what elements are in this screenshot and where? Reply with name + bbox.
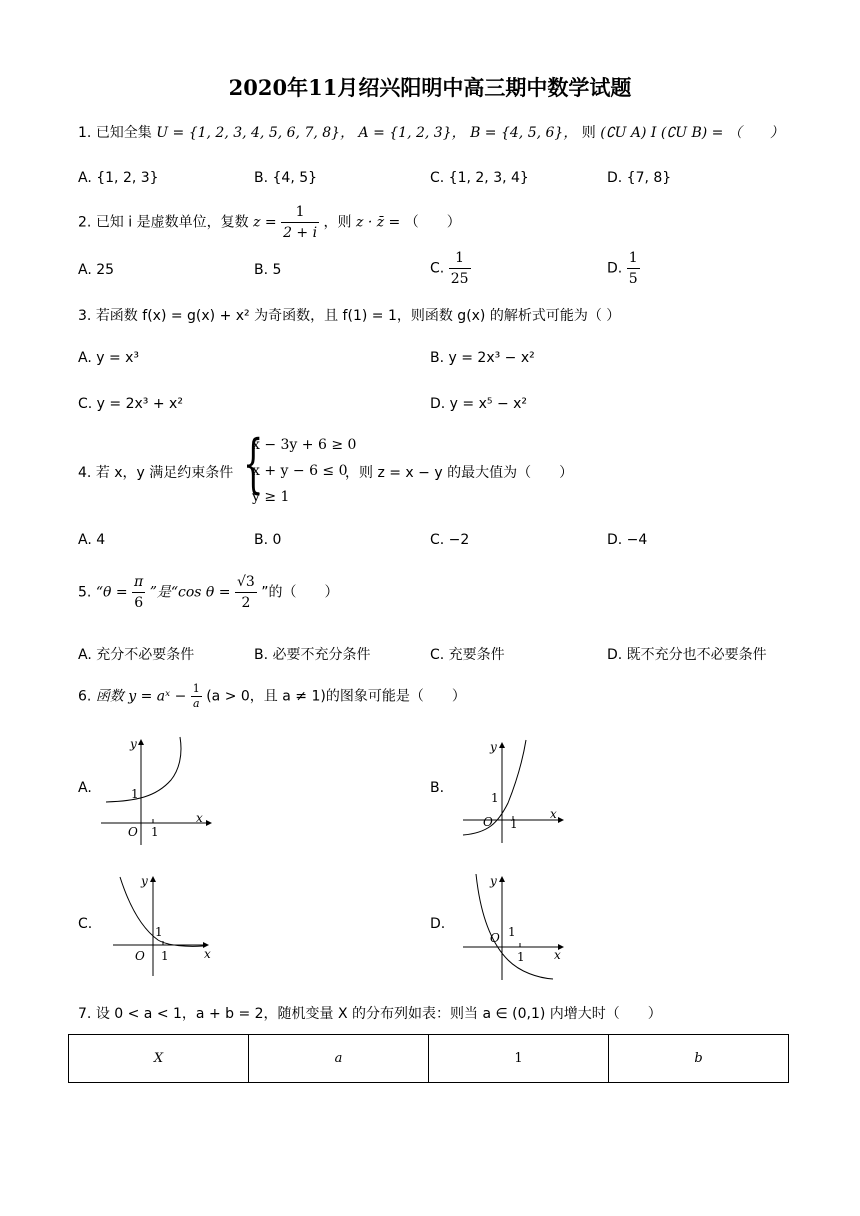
option-b[interactable]: B. y = 2x³ − x²	[430, 350, 535, 366]
question-number: 1.	[78, 125, 92, 141]
table-cell: a	[249, 1035, 429, 1083]
constraint-1: x − 3y + 6 ≥ 0	[252, 437, 357, 453]
svg-text:y: y	[130, 737, 137, 751]
fraction: $\frac{1}{5}$	[628, 250, 638, 287]
question-stem-tail: ，则 z = x − y 的最大值为（ ）	[345, 465, 574, 481]
option-c[interactable]: C. $\frac{1}{25}$	[430, 250, 469, 287]
option-a[interactable]: A. {1, 2, 3}	[78, 170, 159, 186]
option-c[interactable]: C. −2	[430, 532, 470, 548]
set-expression: (∁U A) I (∁U B) = （ ）	[600, 125, 784, 141]
svg-text:O: O	[490, 931, 500, 945]
option-a[interactable]: A. y = x³	[78, 350, 140, 366]
constraint-3: y ≥ 1	[252, 489, 290, 505]
svg-text:x: x	[204, 947, 211, 961]
table-cell: b	[609, 1035, 789, 1083]
fraction: $\frac{\pi}{6}$	[134, 574, 144, 611]
question-stem: 设 0 < a < 1，a + b = 2，随机变量 X 的分布列如表：则当 a ∈ (0,1) 内增大时（ ）	[95, 1006, 662, 1022]
function-expression: 函数 y = aˣ −	[95, 688, 187, 705]
svg-text:x: x	[550, 807, 557, 821]
svg-text:O: O	[483, 815, 493, 829]
svg-text:x: x	[196, 811, 203, 825]
svg-text:x: x	[554, 948, 561, 962]
option-d[interactable]: D. −4	[607, 532, 648, 548]
svg-text:1: 1	[155, 925, 163, 939]
graph-a[interactable]	[96, 735, 216, 850]
option-d[interactable]: D. y = x⁵ − x²	[430, 396, 528, 412]
graph-c[interactable]	[108, 872, 228, 982]
answer-paren: （ ）	[404, 214, 461, 231]
option-a[interactable]: A.	[78, 780, 92, 796]
svg-text:O: O	[128, 825, 138, 839]
distribution-table	[68, 1034, 789, 1083]
question-ask: 则	[581, 125, 596, 141]
option-d[interactable]: D. 既不充分也不必要条件	[607, 647, 767, 663]
fraction: $\frac{√3}{2}$	[236, 574, 255, 611]
option-d[interactable]: D. {7, 8}	[607, 170, 672, 186]
option-c[interactable]: C. {1, 2, 3, 4}	[430, 170, 529, 186]
question-6	[78, 682, 466, 711]
question-number: 3.	[78, 308, 92, 324]
svg-text:y: y	[141, 874, 148, 888]
svg-text:1: 1	[508, 925, 516, 939]
svg-text:y: y	[490, 740, 497, 754]
option-c[interactable]: C. 充要条件	[430, 647, 505, 663]
brace-icon: {	[243, 427, 264, 501]
set-b: B = {4, 5, 6}，	[470, 125, 578, 141]
question-stem: 已知 i 是虚数单位，复数	[95, 214, 249, 231]
table-cell: 1	[429, 1035, 609, 1083]
question-number: 5.	[78, 584, 92, 601]
question-stem: 若 x，y 满足约束条件	[95, 465, 234, 481]
question-number: 6.	[78, 688, 92, 705]
question-stem: 已知全集	[95, 125, 152, 141]
option-b[interactable]: B. {4, 5}	[254, 170, 318, 186]
question-2	[78, 202, 461, 243]
option-a[interactable]: A. 充分不必要条件	[78, 647, 195, 663]
option-a[interactable]: A. 4	[78, 532, 106, 548]
svg-text:1: 1	[491, 791, 499, 805]
question-number: 7.	[78, 1006, 92, 1022]
fraction: $\frac{1}{25}$	[450, 250, 469, 287]
option-d[interactable]: D. $\frac{1}{5}$	[607, 250, 638, 287]
question-number: 2.	[78, 214, 92, 231]
question-stem-tail: ，则	[323, 214, 352, 231]
option-c[interactable]: C. y = 2x³ + x²	[78, 396, 183, 412]
set-u: U = {1, 2, 3, 4, 5, 6, 7, 8}，	[156, 125, 355, 141]
question-7	[78, 1003, 662, 1023]
svg-text:1: 1	[131, 787, 139, 801]
question-stem-tail: ”的（ ）	[261, 584, 339, 601]
option-b[interactable]: B. 0	[254, 532, 282, 548]
table-row	[69, 1035, 789, 1083]
svg-text:1: 1	[510, 817, 518, 831]
set-a: A = {1, 2, 3}，	[358, 125, 466, 141]
cos-condition: ”是“cos θ =	[149, 584, 231, 601]
z-equals: z =	[253, 214, 277, 231]
question-1	[78, 122, 784, 142]
option-c[interactable]: C.	[78, 916, 93, 932]
graph-b[interactable]	[458, 738, 578, 848]
graph-d[interactable]	[458, 872, 578, 987]
constraint-2: x + y − 6 ≤ 0	[252, 463, 348, 479]
option-b[interactable]: B. 5	[254, 262, 282, 278]
question-5	[78, 572, 339, 613]
fraction: $\frac{1}{2 + i}$	[283, 204, 318, 241]
option-a[interactable]: A. 25	[78, 262, 115, 278]
page-title: 2020年11月绍兴阳明中高三期中数学试题	[228, 75, 632, 100]
question-4	[78, 462, 233, 482]
svg-text:1: 1	[517, 950, 525, 964]
option-b[interactable]: B. 必要不充分条件	[254, 647, 371, 663]
table-cell: X	[69, 1035, 249, 1083]
z-product: z · z̄ =	[356, 214, 401, 231]
fraction: $\frac{1}{a}$	[192, 682, 200, 710]
question-3	[78, 305, 620, 325]
svg-text:y: y	[490, 874, 497, 888]
theta-condition: “θ =	[95, 584, 128, 601]
question-number: 4.	[78, 465, 92, 481]
option-b[interactable]: B.	[430, 780, 445, 796]
svg-text:O: O	[135, 949, 145, 963]
question-stem-tail: (a > 0，且 a ≠ 1)的图象可能是（ ）	[206, 688, 466, 705]
question-stem: 若函数 f(x) = g(x) + x² 为奇函数，且 f(1) = 1，则函数 g(x) 的解析式可能为（ ）	[95, 308, 621, 324]
svg-text:1: 1	[151, 825, 159, 839]
option-d[interactable]: D.	[430, 916, 446, 932]
svg-text:1: 1	[161, 949, 169, 963]
